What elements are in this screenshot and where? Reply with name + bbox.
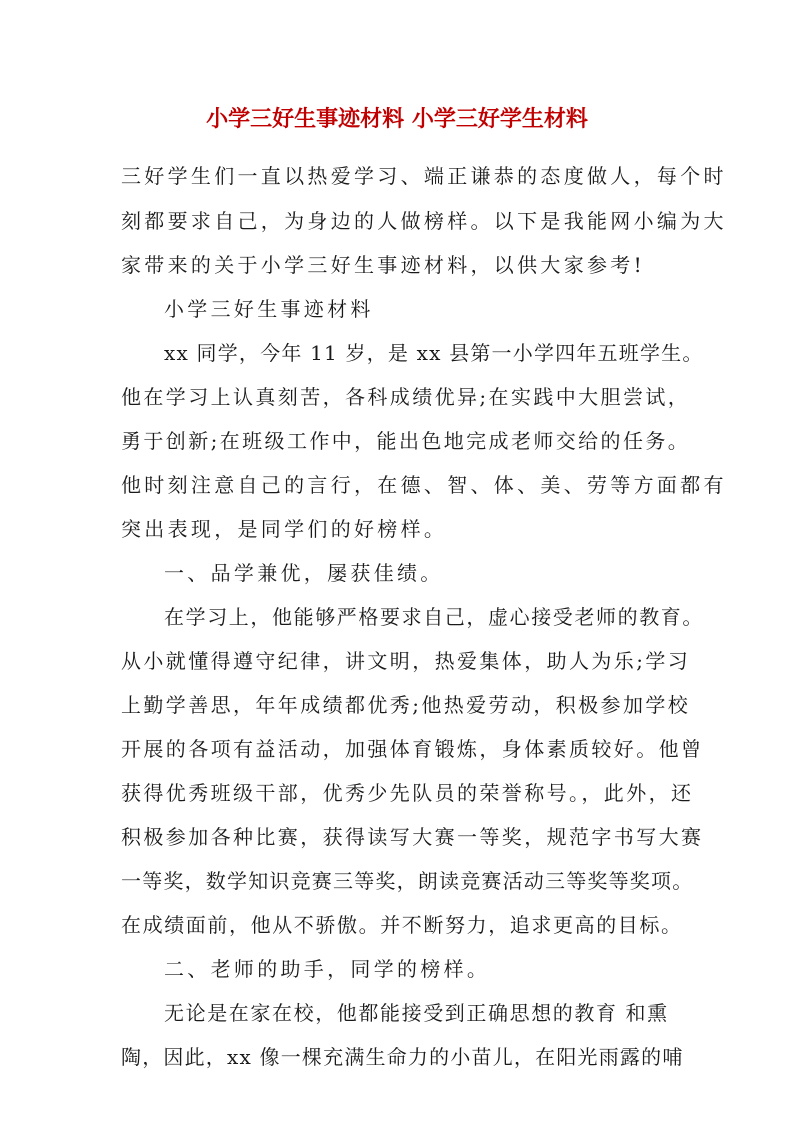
paragraph-line: 突出表现，是同学们的好榜样。 xyxy=(121,517,448,541)
paragraph-line: 勇于创新;在班级工作中，能出色地完成老师交给的任务。 xyxy=(121,429,691,453)
paragraph-line: 上勤学善思，年年成绩都优秀;他热爱劳动，积极参加学校 xyxy=(121,693,691,717)
paragraph-line: 家带来的关于小学三好生事迹材料，以供大家参考! xyxy=(121,253,645,277)
paragraph-line: 他在学习上认真刻苦，各科成绩优异;在实践中大胆尝试， xyxy=(121,385,691,409)
section-heading: 小学三好生事迹材料 xyxy=(164,297,374,321)
document-title: 小学三好生事迹材料 小学三好学生材料 xyxy=(206,106,588,132)
paragraph-line: 在成绩面前，他从不骄傲。并不断努力，追求更高的目标。 xyxy=(121,913,683,937)
paragraph-line: 无论是在家在校，他都能接受到正确思想的教育 和熏 xyxy=(164,1001,669,1025)
paragraph-line: 三好学生们一直以热爱学习、端正谦恭的态度做人，每个时 xyxy=(121,164,727,188)
paragraph-line: 一等奖，数学知识竞赛三等奖，朗读竞赛活动三等奖等奖项。 xyxy=(121,869,694,893)
section-heading: 一、品学兼优，屡获佳绩。 xyxy=(164,561,444,585)
paragraph-line: xx 同学，今年 11 岁，是 xx 县第一小学四年五班学生。 xyxy=(164,341,704,365)
paragraph-line: 刻都要求自己，为身边的人做榜样。以下是我能网小编为大 xyxy=(121,209,727,233)
paragraph-line: 陶，因此，xx 像一棵充满生命力的小苗儿，在阳光雨露的哺 xyxy=(121,1045,684,1069)
paragraph-line: 在学习上，他能够严格要求自己，虚心接受老师的教育。 xyxy=(164,605,704,629)
paragraph-line: 获得优秀班级干部，优秀少先队员的荣誉称号。，此外，还 xyxy=(121,781,694,805)
paragraph-line: 开展的各项有益活动，加强体育锻炼，身体素质较好。他曾 xyxy=(121,737,704,761)
paragraph-line: 积极参加各种比赛，获得读写大赛一等奖，规范字书写大赛 xyxy=(121,825,704,849)
paragraph-line: 从小就懂得遵守纪律，讲文明，热爱集体，助人为乐;学习 xyxy=(121,649,691,673)
section-heading: 二、老师的助手，同学的榜样。 xyxy=(164,957,491,981)
paragraph-line: 他时刻注意自己的言行，在德、智、体、美、劳等方面都有 xyxy=(121,473,727,497)
